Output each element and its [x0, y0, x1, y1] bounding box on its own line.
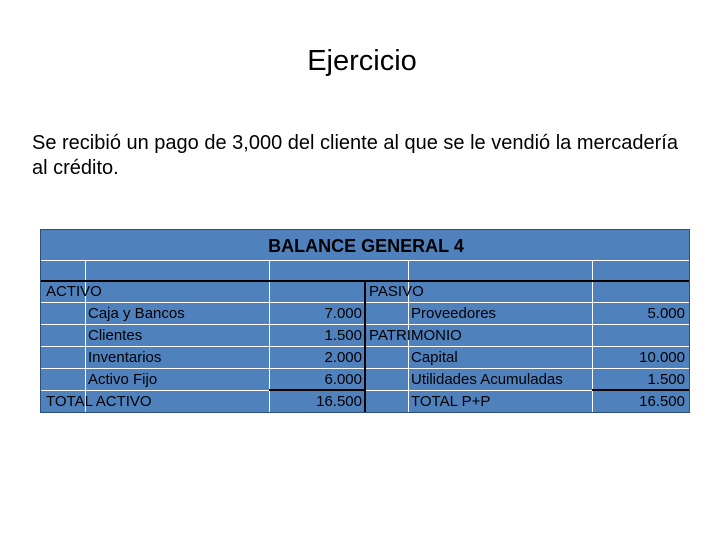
patrimonio-label: Utilidades Acumuladas — [411, 371, 563, 388]
total-pp-value: 16.500 — [639, 393, 685, 410]
balance-sheet-table — [40, 229, 690, 413]
total-activo-label: TOTAL ACTIVO — [46, 393, 152, 410]
activo-value: 1.500 — [324, 327, 362, 344]
slide-title: Ejercicio — [307, 45, 417, 77]
grid-line — [41, 260, 689, 261]
balance-title: BALANCE GENERAL 4 — [268, 236, 464, 256]
activo-header: ACTIVO — [46, 283, 102, 300]
total-pp-label: TOTAL P+P — [411, 393, 491, 410]
patrimonio-value: 10.000 — [639, 349, 685, 366]
pasivo-header: PASIVO — [369, 283, 424, 300]
activo-value: 7.000 — [324, 305, 362, 322]
activo-label: Inventarios — [88, 349, 162, 366]
patrimonio-label: Capital — [411, 349, 458, 366]
patrimonio-header: PATRIMONIO — [369, 327, 462, 344]
activo-value: 2.000 — [324, 349, 362, 366]
table-rule — [364, 280, 366, 412]
slide-body-text: Se recibió un pago de 3,000 del cliente al que se le vendió la mercadería al crédito. — [32, 132, 678, 179]
activo-label: Caja y Bancos — [88, 305, 185, 322]
total-activo-value: 16.500 — [316, 393, 362, 410]
patrimonio-value: 1.500 — [647, 371, 685, 388]
activo-label: Activo Fijo — [88, 371, 158, 388]
activo-value: 6.000 — [324, 371, 362, 388]
activo-label: Clientes — [88, 327, 143, 344]
pasivo-label: Proveedores — [411, 305, 497, 322]
pasivo-value: 5.000 — [647, 305, 685, 322]
